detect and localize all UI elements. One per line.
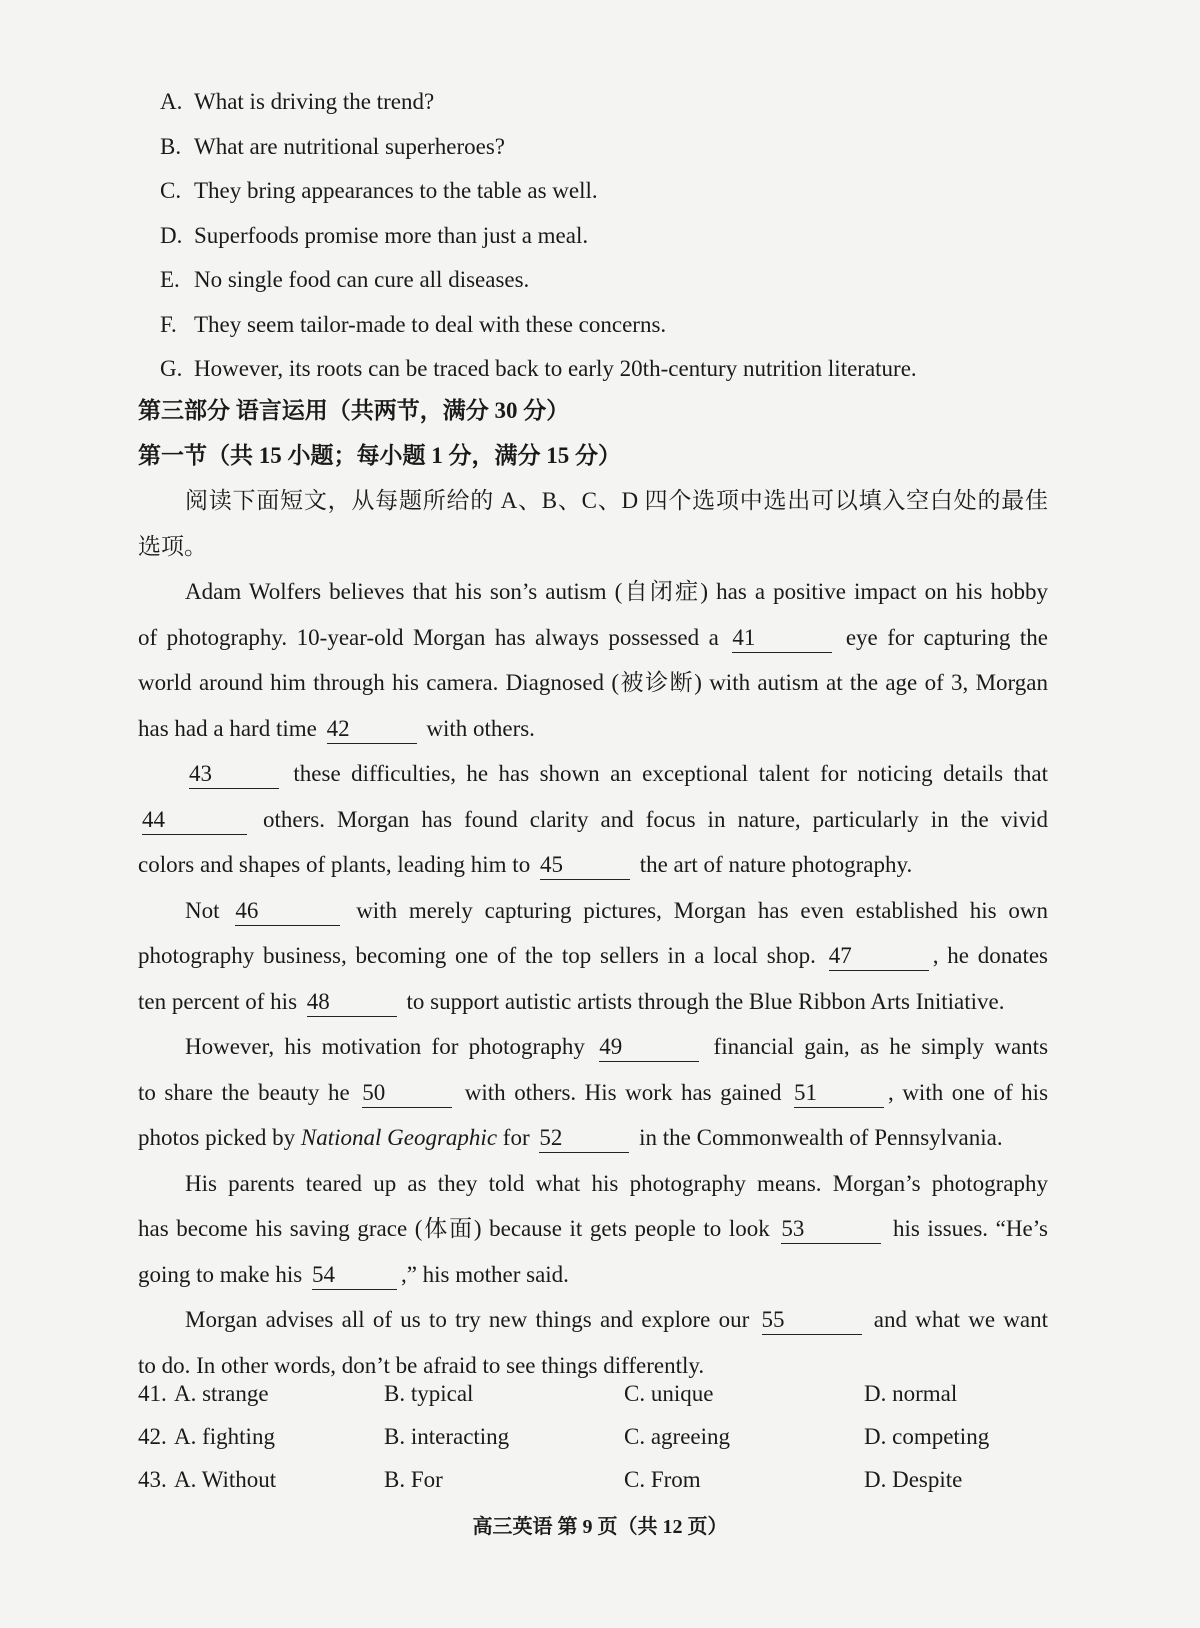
paragraph-line: going to make his 54 ,” his mother said. [138,1252,1048,1298]
option-c: C. They bring appearances to the table as well. [160,178,598,203]
option-b: B. What are nutritional superheroes? [160,133,506,159]
paragraph-line: world around him through his camera. Diagnosed (被诊断) with autism at the age of 3, Morgan [138,670,1048,695]
blank-43: 43 [189,760,279,789]
blank-45: 45 [540,851,630,880]
paragraph-line: His parents teared up as they told what his photography means. Morgan’s photography [185,1170,1048,1196]
blank-41: 41 [732,624,832,653]
choice-c: C. From [624,1467,701,1492]
blank-47: 47 [829,942,929,971]
choice-b: B. For [384,1467,443,1492]
question-number: 41. [138,1381,167,1406]
paragraph-line: to share the beauty he 50 with others. His work has gained 51 , with one of his [138,1070,1048,1116]
option-f: F. They seem tailor-made to deal with these concerns. [160,311,667,337]
page-footer: 高三英语 第 9 页（共 12 页） [472,1516,728,1538]
question-41 [138,1372,1038,1415]
choice-d: D. competing [864,1424,990,1449]
question-number: 42. [138,1424,167,1449]
cloze-passage [138,478,1048,1388]
question-number: 43. [138,1467,167,1492]
paragraph-line: to do. In other words, don’t be afraid to see things differently. [138,1352,705,1378]
blank-44: 44 [142,806,247,835]
section1-heading: 第一节（共 15 小题；每小题 1 分，满分 15 分） [138,443,621,468]
paragraph-line: ten percent of his 48 to support autistic artists through the Blue Ribbon Arts Initiative. [138,979,1048,1025]
option-a: A. What is driving the trend? [160,89,435,114]
choice-a: A. strange [174,1381,269,1406]
choice-a: A. Without [174,1467,277,1492]
blank-49: 49 [599,1033,699,1062]
choice-c: C. agreeing [624,1424,731,1449]
paragraph-line: colors and shapes of plants, leading him to 45 the art of nature photography. [138,842,1048,888]
blank-55: 55 [762,1306,862,1335]
choice-d: D. Despite [864,1467,963,1492]
blank-50: 50 [362,1079,452,1108]
sentence-options [160,80,1060,392]
blank-52: 52 [539,1124,629,1153]
blank-54: 54 [312,1261,397,1290]
blank-42: 42 [327,715,417,744]
instruction-line-2: 选项。 [138,533,207,559]
paragraph-line: has had a hard time 42 with others. [138,706,1048,752]
option-g: G. However, its roots can be traced back to early 20th-century nutrition literature. [160,356,917,381]
choice-b: B. interacting [384,1424,510,1449]
magazine-title: National Geographic [300,1125,498,1150]
part3-heading: 第三部分 语言运用（共两节，满分 30 分） [138,398,570,423]
paragraph-line: Not 46 with merely capturing pictures, Morgan has even established his own [138,888,1048,934]
question-choices [138,1372,1038,1501]
choice-c: C. unique [624,1381,714,1406]
paragraph-line: Morgan advises all of us to try new things and explore our 55 and what we want [138,1297,1048,1343]
instruction-line-1: 阅读下面短文，从每题所给的 A、B、C、D 四个选项中选出可以填入空白处的最佳 [185,488,1048,513]
paragraph-line: of photography. 10-year-old Morgan has always possessed a 41 eye for capturing the [138,615,1048,661]
option-d: D. Superfoods promise more than just a meal. [160,222,589,248]
paragraph-line: photography business, becoming one of the top sellers in a local shop. 47 , he donates [138,933,1048,979]
question-43 [138,1458,1038,1501]
blank-48: 48 [307,988,397,1017]
paragraph-line: Adam Wolfers believes that his son’s autism (自闭症) has a positive impact on his hobby [185,579,1048,604]
paragraph-line: photos picked by National Geographic for 52 in the Commonwealth of Pennsylvania. [138,1115,1048,1161]
paragraph-line: 43 these difficulties, he has shown an exceptional talent for noticing details that [138,751,1048,797]
blank-51: 51 [794,1079,884,1108]
question-42 [138,1415,1038,1458]
paragraph-line: However, his motivation for photography 49 financial gain, as he simply wants [138,1024,1048,1070]
choice-b: B. typical [384,1381,474,1406]
option-e: E. No single food can cure all diseases. [160,267,530,292]
choice-d: D. normal [864,1381,958,1406]
blank-53: 53 [781,1215,881,1244]
paragraph-line: has become his saving grace (体面) because it gets people to look 53 his issues. “He’s [138,1206,1048,1252]
paragraph-line: 44 others. Morgan has found clarity and focus in nature, particularly in the vivid [138,797,1048,843]
choice-a: A. fighting [174,1424,275,1449]
blank-46: 46 [235,897,340,926]
